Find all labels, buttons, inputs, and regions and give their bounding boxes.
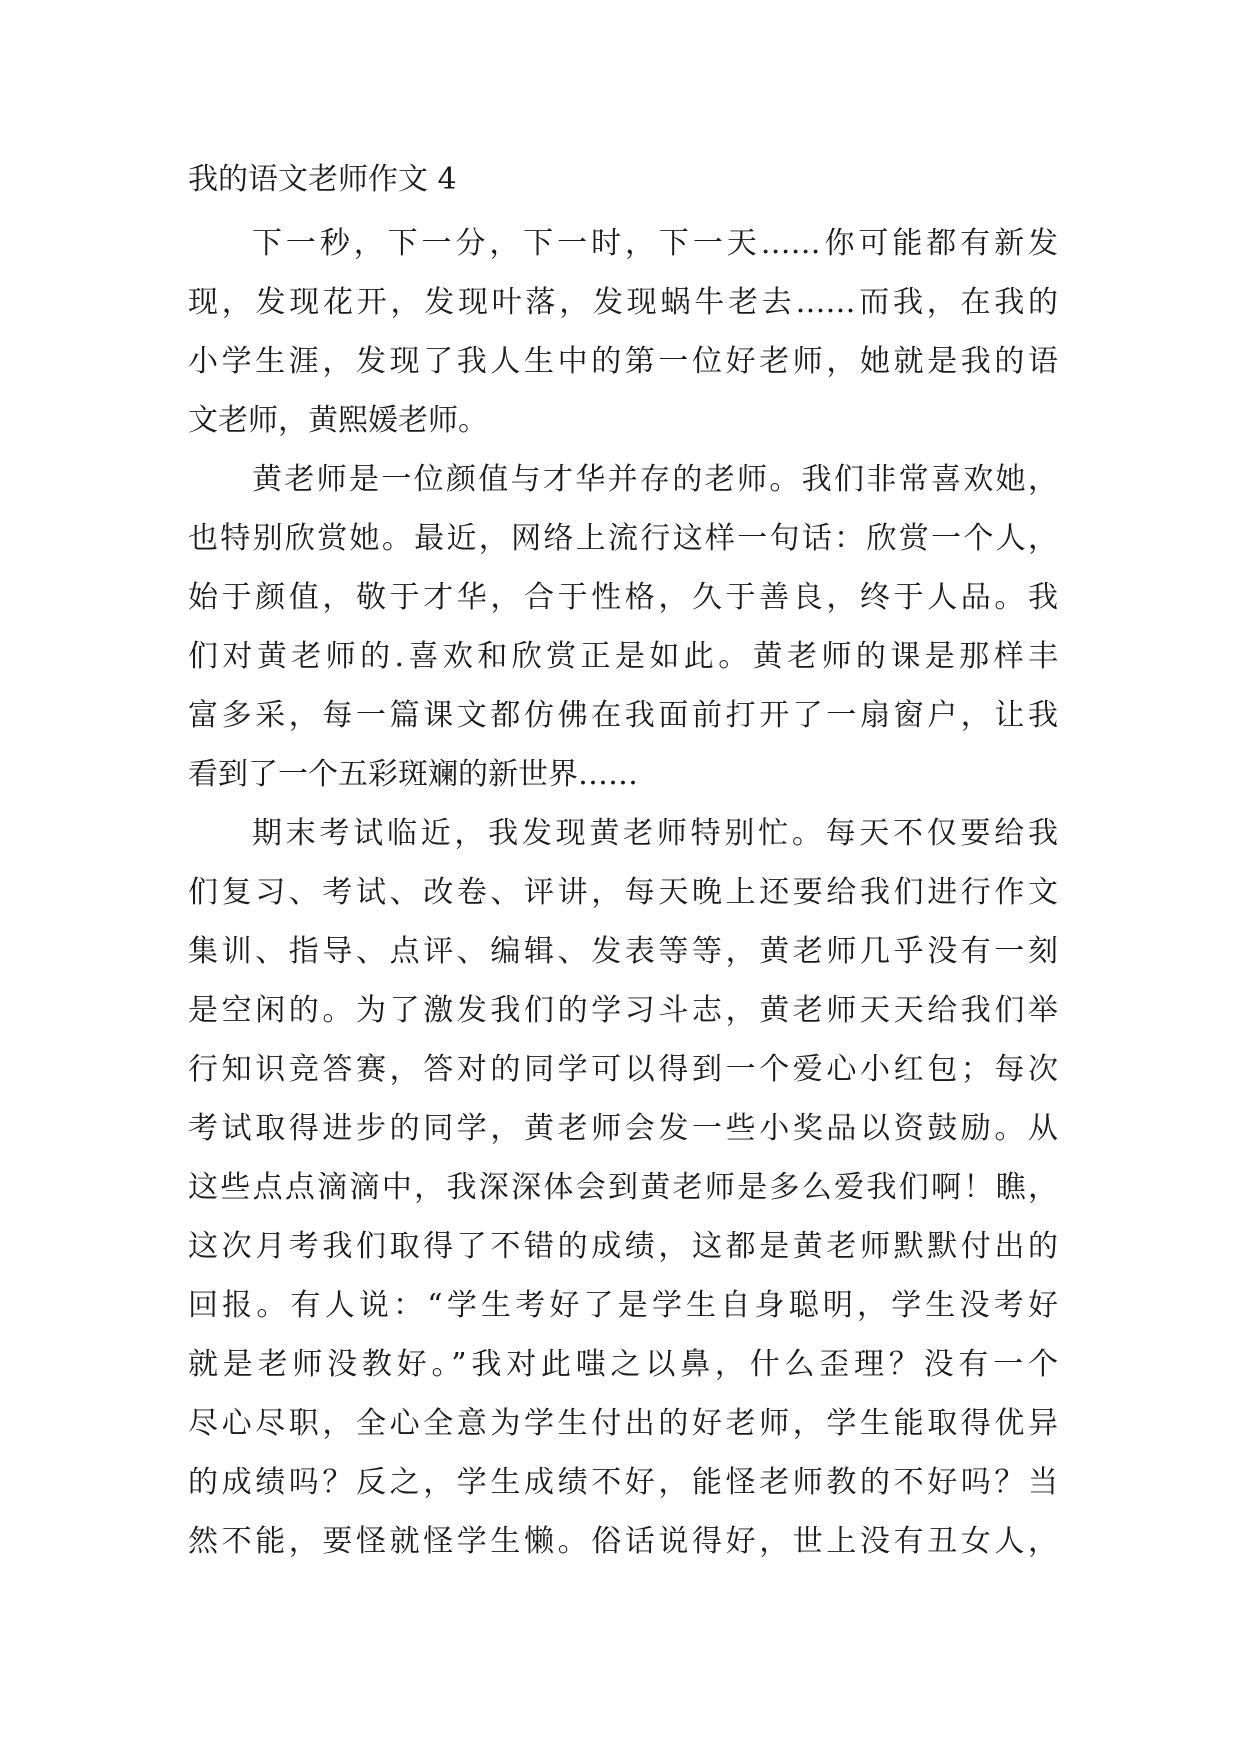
text-line: 下一秒，下一分，下一时，下一天……你可能都有新发 <box>252 226 1058 261</box>
text-line: 们对黄老师的.喜欢和欣赏正是如此。黄老师的课是那样丰 <box>188 639 1058 674</box>
text-line: 这些点点滴滴中，我深深体会到黄老师是多么爱我们啊！瞧， <box>188 1170 1058 1205</box>
text-line: 文老师，黄熙媛老师。 <box>188 403 488 438</box>
text-line: 然不能，要怪就怪学生懒。俗话说得好，世上没有丑女人， <box>188 1524 1058 1559</box>
text-line: 期末考试临近，我发现黄老师特别忙。每天不仅要给我 <box>252 816 1058 851</box>
text-line: 是空闲的。为了激发我们的学习斗志，黄老师天天给我们举 <box>188 993 1058 1028</box>
text-line: 考试取得进步的同学，黄老师会发一些小奖品以资鼓励。从 <box>188 1111 1058 1146</box>
text-line: 黄老师是一位颜值与才华并存的老师。我们非常喜欢她， <box>252 462 1058 497</box>
text-line: 也特别欣赏她。最近，网络上流行这样一句话：欣赏一个人， <box>188 521 1058 556</box>
text-line: 小学生涯，发现了我人生中的第一位好老师，她就是我的语 <box>188 344 1058 379</box>
text-line: 富多采，每一篇课文都仿佛在我面前打开了一扇窗户，让我 <box>188 698 1058 733</box>
text-line: 看到了一个五彩斑斓的新世界…… <box>188 757 638 792</box>
text-line: 回报。有人说：“学生考好了是学生自身聪明，学生没考好 <box>188 1288 1058 1323</box>
document-body <box>188 214 1058 1571</box>
text-line: 现，发现花开，发现叶落，发现蜗牛老去……而我，在我的 <box>188 285 1058 320</box>
text-line: 始于颜值，敬于才华，合于性格，久于善良，终于人品。我 <box>188 580 1058 615</box>
text-line: 就是老师没教好。”我对此嗤之以鼻，什么歪理？没有一个 <box>188 1347 1058 1382</box>
text-line: 尽心尽职，全心全意为学生付出的好老师，学生能取得优异 <box>188 1406 1058 1441</box>
text-line: 的成绩吗？反之，学生成绩不好，能怪老师教的不好吗？当 <box>188 1465 1058 1500</box>
text-line: 集训、指导、点评、编辑、发表等等，黄老师几乎没有一刻 <box>188 934 1058 969</box>
text-line: 们复习、考试、改卷、评讲，每天晚上还要给我们进行作文 <box>188 875 1058 910</box>
text-line: 行知识竞答赛，答对的同学可以得到一个爱心小红包；每次 <box>188 1052 1058 1087</box>
document-title: 我的语文老师作文 4 <box>188 162 457 197</box>
text-line: 这次月考我们取得了不错的成绩，这都是黄老师默默付出的 <box>188 1229 1058 1264</box>
